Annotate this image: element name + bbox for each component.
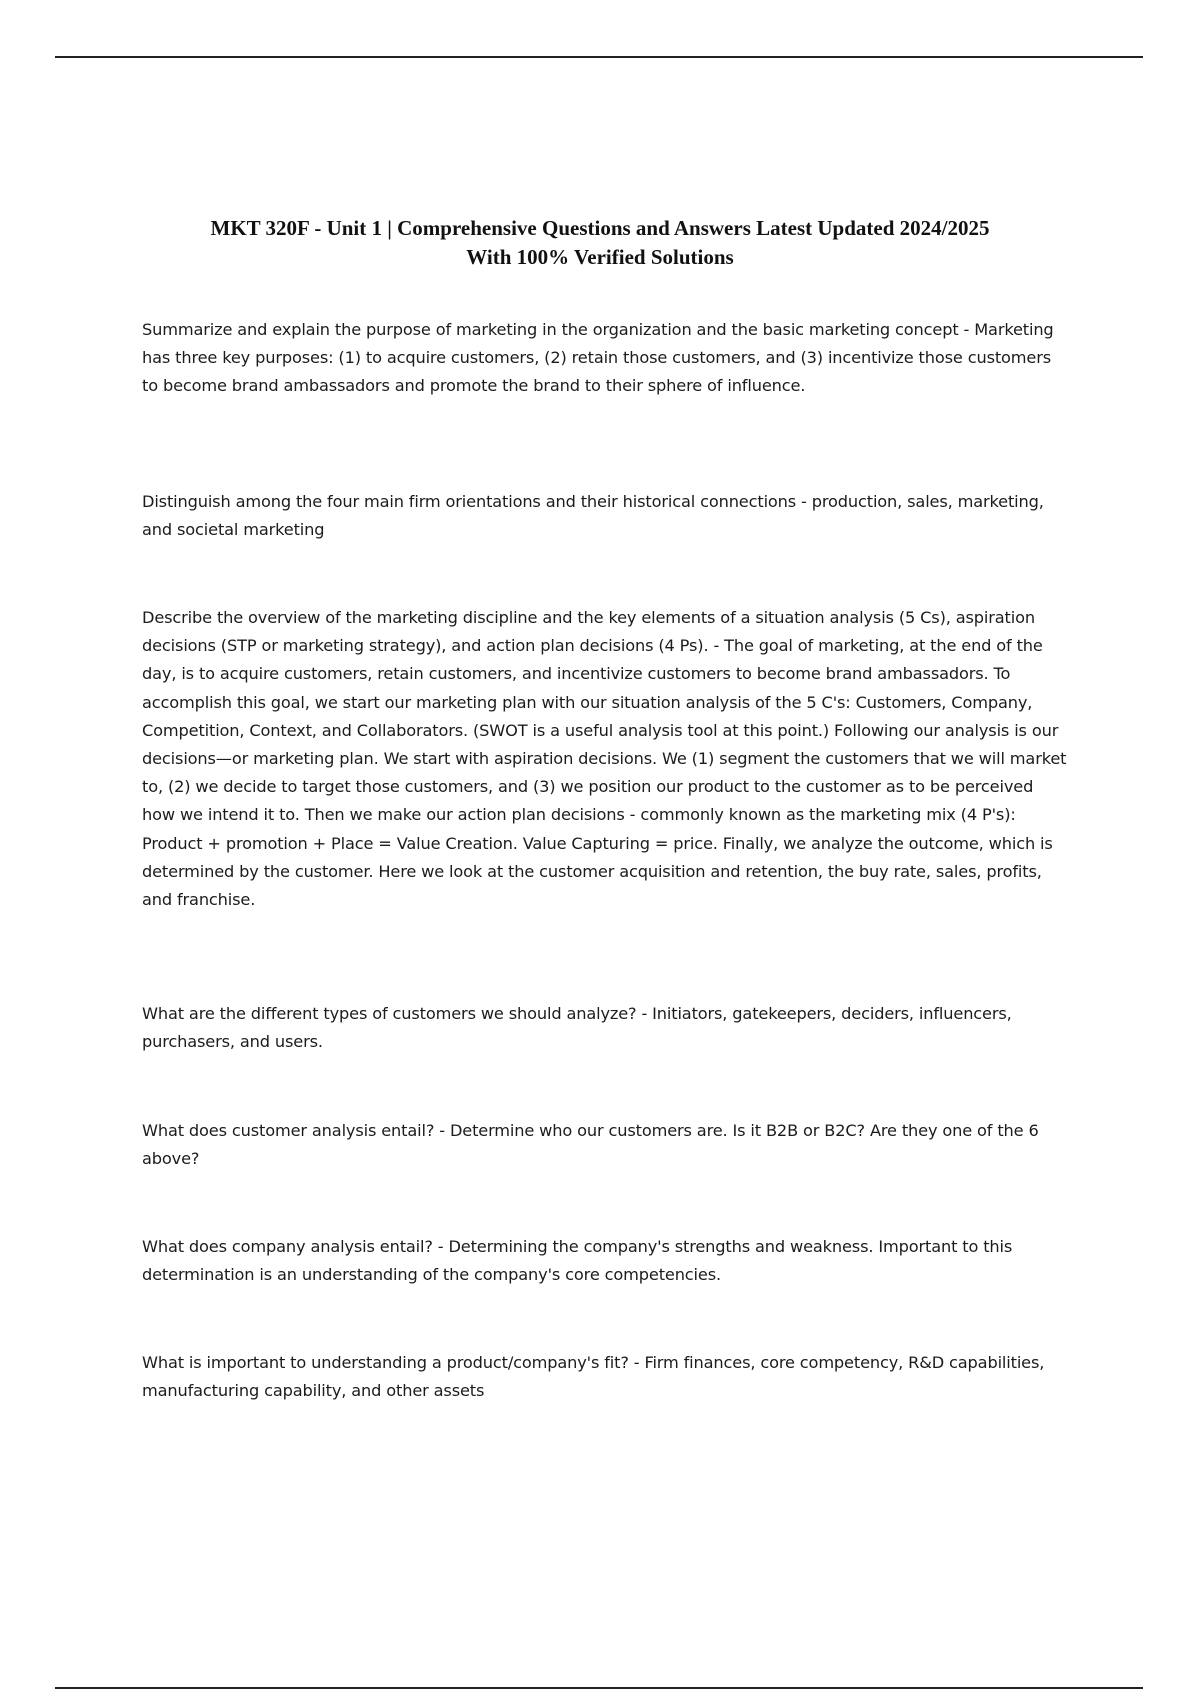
top-rule bbox=[55, 56, 1143, 58]
qa-item-company-analysis: What does company analysis entail? - Determining the company's strengths and weakness. Important to this determination is an understanding of the company's core competencies. bbox=[142, 1237, 1013, 1285]
qa-item-product-company-fit: What is important to understanding a product/company's fit? - Firm finances, core competency, R&D capabilities, manufacturing capability, and other assets bbox=[142, 1353, 1045, 1401]
qa-item-purpose-of-marketing: Summarize and explain the purpose of marketing in the organization and the basic marketing concept - Marketing has three key purposes: (1) to acquire customers, (2) retain those customers, and (3) incentivize those customers to become brand ambassadors and promote the brand to their sphere of influence. bbox=[142, 320, 1054, 396]
qa-item-firm-orientations: Distinguish among the four main firm orientations and their historical connections - production, sales, marketing, and societal marketing bbox=[142, 492, 1044, 540]
qa-item-customer-analysis: What does customer analysis entail? - Determine who our customers are. Is it B2B or B2C? Are they one of the 6 above? bbox=[142, 1121, 1039, 1169]
document-title bbox=[100, 214, 1100, 272]
qa-item-marketing-discipline-overview: Describe the overview of the marketing discipline and the key elements of a situation analysis (5 Cs), aspiration decisions (STP or marketing strategy), and action plan decisions (4 Ps). - The goal of marketing, at the end of the day, is to acquire customers, retain customers, and incentivize customers to become brand ambassadors. To accomplish this goal, we start our marketing plan with our situation analysis of the 5 C's: Customers, Company, Competition, Context, and Collaborators. (SWOT is a useful analysis tool at this point.) Following our analysis is our decisions—or marketing plan. We start with aspiration decisions. We (1) segment the customers that we will market to, (2) we decide to target those customers, and (3) we position our product to the customer as to be perceived how we intend it to. Then we make our action plan decisions - commonly known as the marketing mix (4 P's): Product + promotion + Place = Value Creation. Value Capturing = price. Finally, we analyze the outcome, which is determined by the customer. Here we look at the customer acquisition and retention, the buy rate, sales, profits, and franchise. bbox=[142, 608, 1067, 910]
title-line-2: With 100% Verified Solutions bbox=[466, 245, 734, 269]
bottom-rule bbox=[55, 1687, 1143, 1689]
title-line-1: MKT 320F - Unit 1 | Comprehensive Questions and Answers Latest Updated 2024/2025 bbox=[210, 216, 990, 240]
qa-item-customer-types: What are the different types of customers we should analyze? - Initiators, gatekeepers, deciders, influencers, purchasers, and users. bbox=[142, 1004, 1012, 1052]
